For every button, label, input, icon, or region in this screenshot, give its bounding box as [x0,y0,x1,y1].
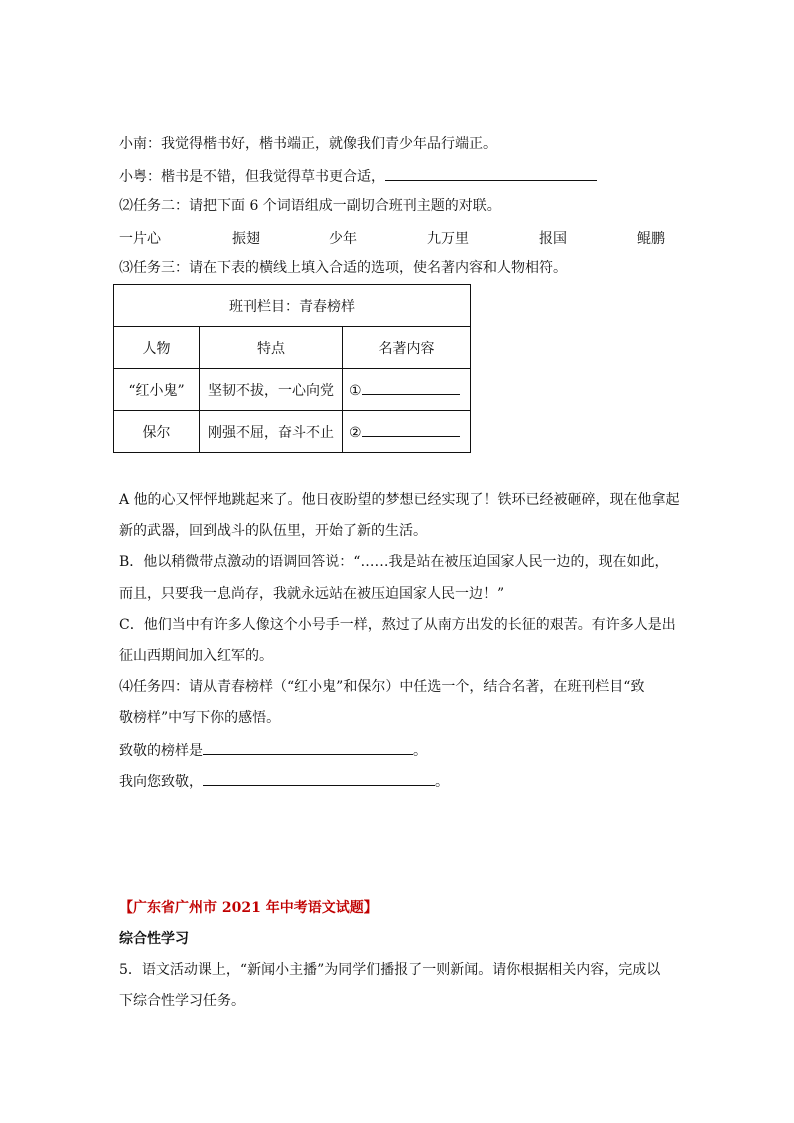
blank-marker: ① [349,383,362,399]
table-row [114,411,471,453]
table-cell-content [343,411,471,453]
table-header-trait: 特点 [200,327,343,369]
fill-role-model-label: 致敬的榜样是 [119,743,203,759]
fill-role-model [119,739,427,761]
table-cell-content [343,369,471,411]
table-title: 班刊栏目：青春榜样 [114,285,471,327]
answer-blank-xiaoyue[interactable] [385,165,597,181]
table-row [114,369,471,411]
table-cell-trait: 坚韧不拔，一心向党 [200,369,343,411]
dialogue-xiaoyue [119,165,597,187]
task4-prompt-line2: 敬榜样”中写下你的感悟。 [119,710,281,726]
word-item: 鲲鹏 [637,231,665,247]
section-heading: 综合性学习 [119,931,189,947]
table-cell-person: “红小鬼” [114,369,200,411]
task4-prompt-line1: ⑷任务四：请从青春榜样（“红小鬼”和保尔）中任选一个，结合名著，在班刊栏目“致 [119,679,645,695]
question5-line2: 下综合性学习任务。 [119,993,245,1009]
word-list [0,228,794,248]
blank-marker: ② [349,425,362,441]
dialogue-xiaoyue-text: 小粤：楷书是不错，但我觉得草书更合适， [119,169,385,185]
task2-prompt: ⑵任务二：请把下面 6 个词语组成一副切合班刊主题的对联。 [119,198,501,214]
fill-role-model-end: 。 [413,743,427,759]
answer-blank-1[interactable] [362,380,460,395]
option-a-line1: A 他的心又怦怦地跳起来了。他日夜盼望的梦想已经实现了！铁环已经被砸碎，现在他拿起 [119,492,680,508]
word-item: 少年 [329,231,357,247]
option-c-line1: C．他们当中有许多人像这个小号手一样，熬过了从南方出发的长征的艰苦。有许多人是出 [119,617,676,633]
source-heading: 【广东省广州市 2021 年中考语文试题】 [119,900,378,916]
word-item: 九万里 [427,231,469,247]
word-item: 报国 [539,231,567,247]
option-b-line2: 而且，只要我一息尚存，我就永远站在被压迫国家人民一边！” [119,586,505,602]
option-c-line2: 征山西期间加入红军的。 [119,648,273,664]
option-b-line1: B．他以稍微带点激动的语调回答说：“……我是站在被压迫国家人民一边的，现在如此， [119,554,669,570]
table-cell-person: 保尔 [114,411,200,453]
table-header-person: 人物 [114,327,200,369]
option-a-line2: 新的武器，回到战斗的队伍里，开始了新的生活。 [119,523,427,539]
answer-blank-salute[interactable] [203,770,435,786]
role-model-table [113,284,471,453]
table-header-content: 名著内容 [343,327,471,369]
question5-line1: 5．语文活动课上，“新闻小主播”为同学们播报了一则新闻。请你根据相关内容，完成以 [119,962,661,978]
word-item: 一片心 [119,231,161,247]
dialogue-xiaonan: 小南：我觉得楷书好，楷书端正，就像我们青少年品行端正。 [119,136,497,152]
fill-salute-end: 。 [435,774,449,790]
fill-salute [119,770,449,792]
fill-salute-label: 我向您致敬， [119,774,203,790]
answer-blank-2[interactable] [362,422,460,437]
table-cell-trait: 刚强不屈，奋斗不止 [200,411,343,453]
word-item: 振翅 [232,231,260,247]
task3-prompt: ⑶任务三：请在下表的横线上填入合适的选项，使名著内容和人物相符。 [119,260,567,276]
answer-blank-role-model[interactable] [203,739,413,755]
